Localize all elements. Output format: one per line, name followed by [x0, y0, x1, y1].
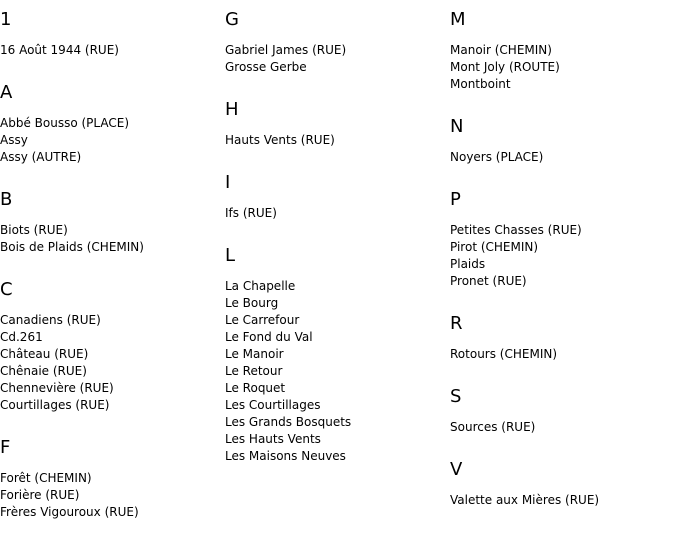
- letter-group: [450, 458, 675, 509]
- street-link[interactable]: Ifs (RUE): [225, 206, 277, 220]
- street-list: [450, 149, 675, 166]
- street-list: [0, 470, 225, 521]
- letter-heading: B: [0, 189, 13, 210]
- street-list: [225, 278, 450, 465]
- street-link[interactable]: Canadiens (RUE): [0, 313, 101, 327]
- street-link[interactable]: Petites Chasses (RUE): [450, 223, 582, 237]
- letter-group: [225, 98, 450, 149]
- street-link[interactable]: Le Bourg: [225, 296, 279, 310]
- street-link[interactable]: Rotours (CHEMIN): [450, 347, 558, 361]
- street-link[interactable]: Forière (RUE): [0, 488, 80, 502]
- street-link[interactable]: Assy (AUTRE): [0, 150, 82, 164]
- street-list: [225, 42, 450, 76]
- street-link[interactable]: Assy: [0, 133, 28, 147]
- letter-heading: C: [0, 279, 13, 300]
- street-link[interactable]: Pirot (CHEMIN): [450, 240, 539, 254]
- street-index-column-2: [225, 8, 450, 465]
- street-link[interactable]: Abbé Bousso (PLACE): [0, 116, 129, 130]
- street-list: [0, 115, 225, 166]
- street-list: [0, 312, 225, 414]
- street-link[interactable]: Cd.261: [0, 330, 43, 344]
- letter-heading: M: [450, 9, 466, 30]
- street-link[interactable]: Sources (RUE): [450, 420, 536, 434]
- street-list: [0, 222, 225, 256]
- street-link[interactable]: Noyers (PLACE): [450, 150, 544, 164]
- letter-heading: A: [0, 82, 13, 103]
- street-link[interactable]: Valette aux Mières (RUE): [450, 493, 600, 507]
- street-link[interactable]: Forêt (CHEMIN): [0, 471, 92, 485]
- street-link[interactable]: Manoir (CHEMIN): [450, 43, 552, 57]
- letter-group: [0, 81, 225, 166]
- street-link[interactable]: Courtillages (RUE): [0, 398, 110, 412]
- street-list: [225, 132, 450, 149]
- letter-heading: R: [450, 313, 463, 334]
- street-link[interactable]: 16 Août 1944 (RUE): [0, 43, 119, 57]
- street-link[interactable]: Le Fond du Val: [225, 330, 313, 344]
- street-index-column-1: [0, 8, 225, 521]
- street-link[interactable]: Grosse Gerbe: [225, 60, 307, 74]
- letter-group: [450, 385, 675, 436]
- street-list: [225, 205, 450, 222]
- street-link[interactable]: Frères Vigouroux (RUE): [0, 505, 139, 519]
- street-link[interactable]: Le Carrefour: [225, 313, 300, 327]
- letter-heading: H: [225, 99, 239, 120]
- letter-group: [0, 436, 225, 521]
- letter-heading: N: [450, 116, 464, 137]
- street-link[interactable]: Le Roquet: [225, 381, 286, 395]
- letter-heading: F: [0, 437, 11, 458]
- street-link[interactable]: Biots (RUE): [0, 223, 68, 237]
- letter-heading: I: [225, 172, 231, 193]
- street-list: [450, 42, 675, 93]
- street-link[interactable]: Mont Joly (ROUTE): [450, 60, 560, 74]
- street-index-column-3: [450, 8, 675, 509]
- letter-heading: S: [450, 386, 462, 407]
- street-link[interactable]: Plaids: [450, 257, 486, 271]
- letter-group: [450, 312, 675, 363]
- letter-heading: 1: [0, 9, 12, 30]
- letter-group: [225, 171, 450, 222]
- letter-group: [450, 115, 675, 166]
- letter-group: [225, 8, 450, 76]
- letter-heading: V: [450, 459, 463, 480]
- letter-group: [0, 278, 225, 414]
- letter-heading: P: [450, 189, 461, 210]
- street-list: [450, 346, 675, 363]
- letter-group: [0, 188, 225, 256]
- street-link[interactable]: La Chapelle: [225, 279, 296, 293]
- street-list: [0, 42, 225, 59]
- letter-group: [450, 8, 675, 93]
- letter-group: [450, 188, 675, 290]
- street-link[interactable]: Hauts Vents (RUE): [225, 133, 335, 147]
- street-link[interactable]: Montboint: [450, 77, 511, 91]
- street-link[interactable]: Les Maisons Neuves: [225, 449, 346, 463]
- street-link[interactable]: Chênaie (RUE): [0, 364, 87, 378]
- street-link[interactable]: Gabriel James (RUE): [225, 43, 347, 57]
- letter-heading: G: [225, 9, 239, 30]
- street-link[interactable]: Le Manoir: [225, 347, 284, 361]
- letter-heading: L: [225, 245, 236, 266]
- street-list: [450, 492, 675, 509]
- street-link[interactable]: Chennevière (RUE): [0, 381, 114, 395]
- street-link[interactable]: Les Hauts Vents: [225, 432, 321, 446]
- letter-group: [225, 244, 450, 465]
- street-link[interactable]: Le Retour: [225, 364, 283, 378]
- street-list: [450, 222, 675, 290]
- street-link[interactable]: Pronet (RUE): [450, 274, 527, 288]
- street-list: [450, 419, 675, 436]
- street-link[interactable]: Bois de Plaids (CHEMIN): [0, 240, 144, 254]
- street-link[interactable]: Les Grands Bosquets: [225, 415, 352, 429]
- letter-group: [0, 8, 225, 59]
- street-link[interactable]: Les Courtillages: [225, 398, 321, 412]
- street-link[interactable]: Château (RUE): [0, 347, 89, 361]
